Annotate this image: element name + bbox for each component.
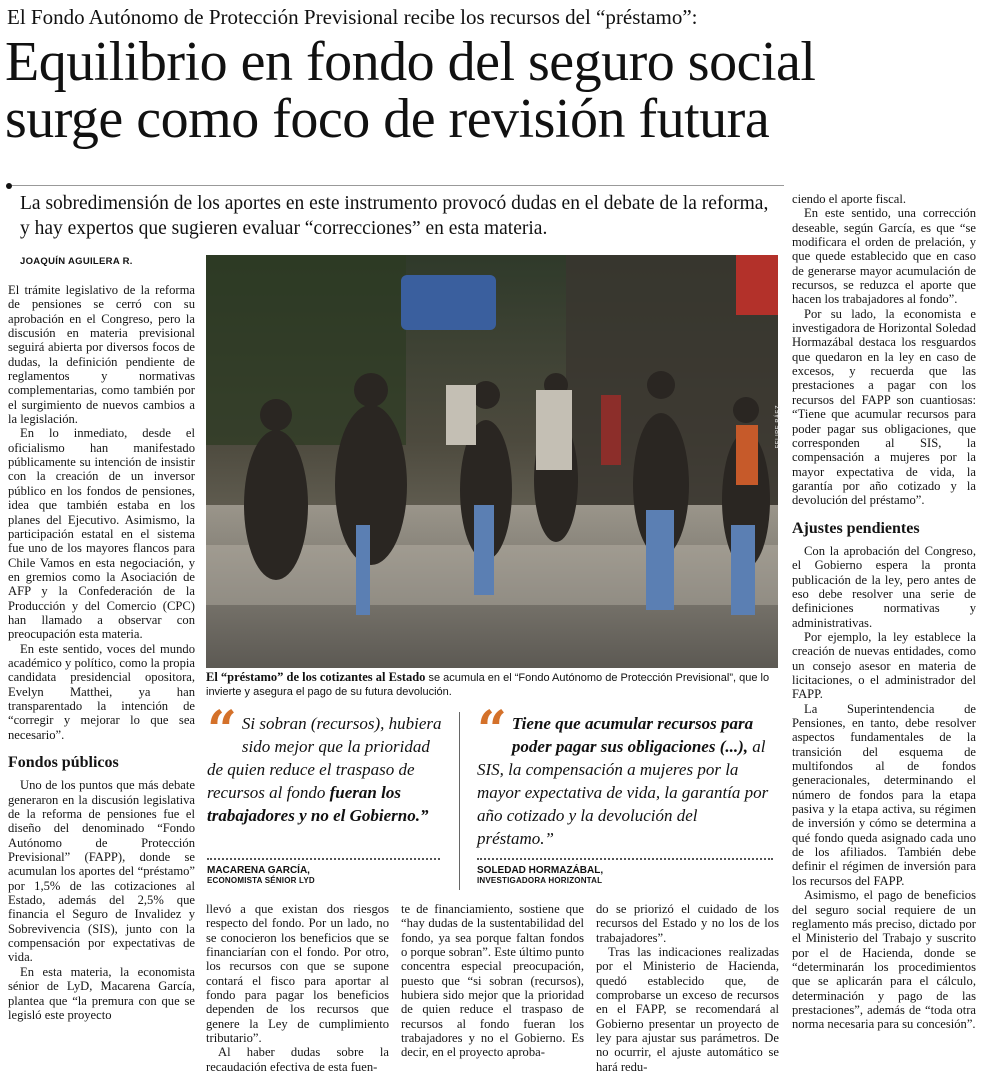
caption-lead: El “préstamo” de los cotizantes al Estado xyxy=(206,670,426,684)
photo-credit: FELIPE BÁEZ xyxy=(776,405,782,449)
article-photo xyxy=(206,255,782,668)
photo-caption xyxy=(206,670,778,699)
quote-separator xyxy=(459,712,460,890)
paragraph: Al haber dudas sobre la recaudación efectiva de esta fuen- xyxy=(206,1045,389,1074)
paragraph: Asimismo, el pago de beneficios del seguro social requiere de un reglamento más preciso, dictado por el Ministerio del Trabajo y suscrito por el de Hacienda, donde se “determinarán los procedimientos que se aplicarán para el cálculo, determinación y pago de las prestaciones”, además de “toda otra norma necesaria para su concesión”. xyxy=(792,888,976,1032)
paragraph: do se priorizó el cuidado de los recursos del Estado y no los de los trabajadores”. xyxy=(596,902,779,945)
deck: La sobredimensión de los aportes en este instrumento provocó dudas en el debate de la reforma, y hay expertos que sugieren evaluar “correcciones” en esta materia. xyxy=(20,193,769,239)
quote-mark-icon: “ xyxy=(477,700,507,761)
paragraph: ciendo el aporte fiscal. xyxy=(792,192,906,206)
paragraph: llevó a que existan dos riesgos respecto del fondo. Por un lado, no se conocieron los beneficios que se financiarían con el fondo. Por otro, los recursos con que se supone contará el fisco para aportar al fondo para pagar los beneficios dependen de los recursos que genere la Ley de cumplimiento tributario”. xyxy=(206,902,389,1046)
paragraph: te de financiamiento, sostiene que “hay dudas de la sustentabilidad del fondo, ya sea porque faltan fondos o porque sobran”. Este último punto concentra especial preocupación, puesto que “si sobran (recursos), hubiera sido mejor que la prioridad de quien reduce el traspaso de recursos al fondo fueran los trabajadores y no el Gobierno. Es decir, en el proyecto aproba- xyxy=(401,902,584,1060)
bottom-column-1 xyxy=(206,902,389,1086)
paragraph: En lo inmediato, desde el oficialismo han manifestado públicamente su intención de insistir con la creación de un inversor público en los fondos de pensiones, idea que también estaba en los planes del Ejecutivo. Asimismo, la participación estatal en el sistema fue uno de los mayores flancos para Chile Vamos en esta negociación, y en gremios como la Asociación de AFP y la Confederación de la Producción y del Comercio (CPC) han llamado a observar con preocupación esta materia. xyxy=(8,426,195,642)
pull-quote-2 xyxy=(477,700,772,850)
quote-text: Si sobran (recursos), hubiera sido mejor que la prioridad de quien reduce el traspaso de recursos al fondo fueran los trabajadores y no el Gobierno.” xyxy=(207,714,442,825)
quote-rule xyxy=(207,858,440,860)
byline: JOAQUÍN AGUILERA R. xyxy=(20,256,133,267)
photo-illustration xyxy=(206,255,778,668)
paragraph: Uno de los puntos que más debate generaron en la discusión legislativa de la reforma de pensiones fue el diseño del denominado “Fondo Autónomo de Protección Previsional” (FAPP), donde se acumulan los aportes del “préstamo” por 1,5% de las cotizaciones al Estado, además del 2,5% que financia el Seguro de Invalidez y Sobrevivencia (SIS), junto con la compensación por expectativas de vida. xyxy=(8,778,195,965)
pull-quote-1 xyxy=(207,700,447,827)
paragraph: El trámite legislativo de la reforma de pensiones se cerró con su aprobación en el Congreso, pero la discusión en materia previsional seguirá abierta por diversos focos de dudas, la definición pendiente de reglamentos y normativas complementarias, como también por el surgimiento de nuevos cambios a la legislación. xyxy=(8,283,195,427)
quote-text: Tiene que acumular recursos para poder pagar sus obligaciones (...), al SIS, la compensación a mujeres por la mayor expectativa de vida, la garantía por año cotizado y la devolución del préstamo.” xyxy=(477,714,769,848)
quote-rule xyxy=(477,858,773,860)
paragraph: Por ejemplo, la ley establece la creación de nuevas entidades, como un consejo asesor en materia de licitaciones, o el administrador del FAPP. xyxy=(792,629,976,702)
kicker: El Fondo Autónomo de Protección Previsional recibe los recursos del “préstamo”: xyxy=(7,5,698,29)
paragraph: Por su lado, la economista e investigadora de Horizontal Soledad Hormazábal destaca los resguardos que quedaron en la ley en caso de excesos, y recuerda que las prestaciones a pagar con los recursos del FAPP son cuantiosas: “Tiene que acumular recursos para poder pagar sus obligaciones, que corresponden al SIS, la compensación a mujeres por la mayor expectativa de vida, la garantía por año cotizado y la devolución del préstamo”. xyxy=(792,306,976,508)
quote-mark-icon: “ xyxy=(207,700,237,761)
headline xyxy=(5,31,980,150)
paragraph: En este sentido, voces del mundo académico y político, como la propia candidata presidencial opositora, Evelyn Matthei, ya han transparentado la intención de “corregir y mejorar lo que sea necesario”. xyxy=(8,641,195,742)
quote-attribution-1: MACARENA GARCÍA, ECONOMISTA SÉNIOR LYD xyxy=(207,865,315,885)
bullet-marker xyxy=(6,183,12,189)
headline-line-1: Equilibrio en fondo del seguro social xyxy=(5,31,816,93)
paragraph: En este sentido, una corrección deseable, según García, es que “se modificara el orden de prelación, y que quede establecido que en caso de generarse mayor acumulación de recursos, se reduzca el aporte que hacen los trabajadores al fondo”. xyxy=(792,206,976,307)
column-5 xyxy=(792,192,976,1086)
bottom-column-2 xyxy=(401,902,584,1086)
paragraph: La Superintendencia de Pensiones, en tanto, debe resolver aspectos fundamentales de la transición del esquema de multifondos al de fondos generacionales, determinando el número de fondos para la etapa pasiva y la etapa activa, su régimen de inversión y cómo se determina a qué fondo queda asignado cada uno de los afiliados. También debe definir el régimen de inversión para los recursos del FAPP. xyxy=(792,701,976,888)
quote-attribution-2: SOLEDAD HORMAZÁBAL, INVESTIGADORA HORIZONTAL xyxy=(477,865,604,885)
subheading: Fondos públicos xyxy=(8,754,119,771)
column-1 xyxy=(8,283,195,1083)
caption-text: se acumula en el “Fondo Autónomo de Protección Previsional”, que lo invierte y asegura el pago de su futura devolución. xyxy=(206,672,770,698)
divider xyxy=(12,185,784,186)
paragraph: En esta materia, la economista sénior de LyD, Macarena García, plantea que “la premura con que se legisló este proyecto xyxy=(8,964,195,1022)
paragraph: Tras las indicaciones realizadas por el Ministerio de Hacienda, quedó establecido que, de comprobarse un exceso de recursos en el FAPP, se recomendará al Gobierno presentar un proyecto de ley para ajustar sus parámetros. De no ocurrir, el ajuste automático se hará redu- xyxy=(596,945,779,1074)
paragraph: Con la aprobación del Congreso, el Gobierno espera la pronta publicación de la ley, pero antes de eso debe resolver una serie de definiciones normativas y administrativas. xyxy=(792,543,976,630)
subheading: Ajustes pendientes xyxy=(792,519,920,537)
bottom-column-3 xyxy=(596,902,779,1086)
headline-line-2: surge como foco de revisión futura xyxy=(5,88,770,150)
